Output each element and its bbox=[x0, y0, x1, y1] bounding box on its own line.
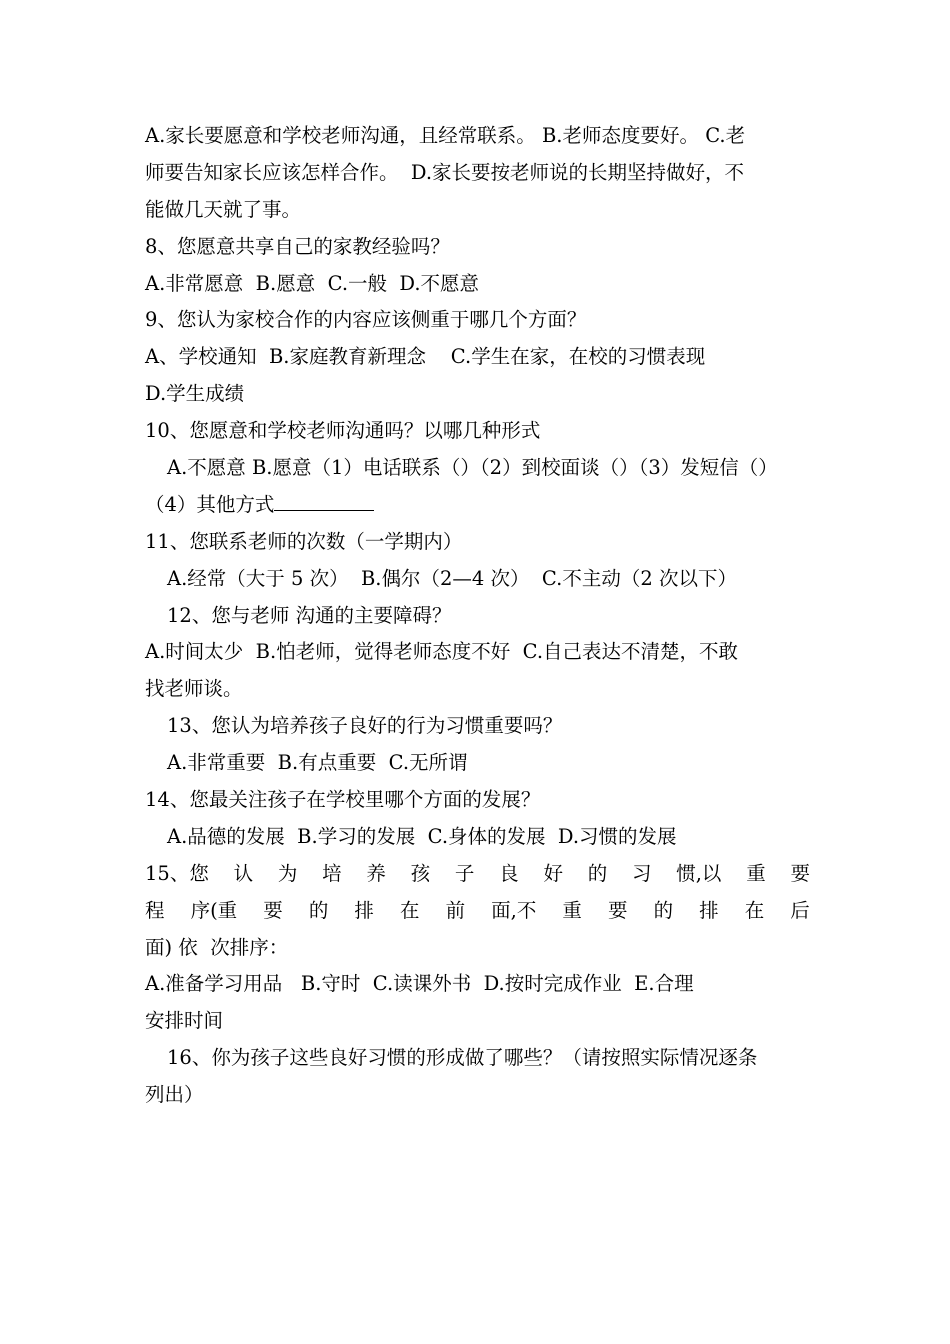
spread-word: 孩 bbox=[410, 861, 431, 885]
text-line bbox=[145, 118, 810, 155]
text-line-content: A.经常（大于 5 次） B.偶尔（2—4 次） C.不主动（2 次以下） bbox=[167, 566, 737, 590]
text-line-content: A、学校通知 B.家庭教育新理念 C.学生在家，在校的习惯表现 bbox=[145, 345, 706, 369]
text-line bbox=[145, 302, 810, 339]
spread-word: 的 bbox=[653, 898, 674, 922]
text-line bbox=[145, 782, 810, 819]
fill-in-blank[interactable] bbox=[274, 490, 374, 511]
spread-word: 好 bbox=[543, 861, 563, 885]
text-line bbox=[145, 561, 810, 598]
text-line bbox=[145, 339, 810, 376]
spread-word: 的 bbox=[308, 898, 329, 922]
q15-line-2 bbox=[145, 893, 810, 930]
spread-word: 重 bbox=[746, 861, 766, 885]
text-line bbox=[145, 192, 810, 229]
q16-question-continued: 列出） bbox=[145, 1083, 204, 1107]
document-page bbox=[145, 118, 810, 1114]
text-line-content: 8、您愿意共享自己的家教经验吗？ bbox=[145, 234, 450, 258]
text-line-content: A.非常重要 B.有点重要 C.无所谓 bbox=[167, 751, 468, 775]
questionnaire-lines bbox=[145, 118, 810, 856]
q16-question: 16、你为孩子这些良好习惯的形成做了哪些？（请按照实际情况逐条 bbox=[167, 1046, 758, 1070]
spread-word: 前 bbox=[445, 898, 466, 922]
spread-word: 在 bbox=[744, 898, 765, 922]
text-line-content: 13、您认为培养孩子良好的行为习惯重要吗？ bbox=[167, 714, 563, 738]
text-line bbox=[145, 155, 810, 192]
q15-options-continued: 安排时间 bbox=[145, 1009, 224, 1033]
spread-word: 15、您 bbox=[145, 861, 209, 885]
spread-word: 为 bbox=[277, 861, 298, 885]
q15-line-1 bbox=[145, 856, 810, 893]
spread-word: 养 bbox=[366, 861, 386, 885]
text-line-content: A.不愿意 B.愿意（1）电话联系（）（2）到校面谈（）（3）发短信（） bbox=[167, 456, 778, 480]
text-line bbox=[145, 598, 810, 635]
text-line bbox=[145, 413, 810, 450]
text-line bbox=[145, 745, 810, 782]
spread-word: 的 bbox=[587, 861, 608, 885]
text-line bbox=[145, 450, 810, 487]
spread-word: 序(重 bbox=[190, 898, 238, 922]
spread-word: 排 bbox=[354, 898, 374, 922]
text-line-content: （4）其他方式 bbox=[145, 492, 275, 516]
spread-word: 认 bbox=[233, 861, 254, 885]
text-line-content: D.学生成绩 bbox=[145, 382, 245, 406]
spread-word: 子 bbox=[454, 861, 475, 885]
text-line bbox=[145, 266, 810, 303]
text-line bbox=[145, 634, 810, 671]
text-line-content: 师要告知家长应该怎样合作。 D.家长要按老师说的长期坚持做好，不 bbox=[145, 160, 745, 184]
text-line-content: A.家长要愿意和学校老师沟通，且经常联系。 B.老师态度要好。 C.老 bbox=[145, 124, 746, 147]
spread-word: 要 bbox=[790, 861, 810, 885]
text-line-content: 能做几天就了事。 bbox=[145, 197, 302, 221]
spread-word: 排 bbox=[699, 898, 719, 922]
text-line-content: 9、您认为家校合作的内容应该侧重于哪几个方面？ bbox=[145, 308, 587, 332]
spread-word: 重 bbox=[562, 898, 582, 922]
text-line bbox=[145, 671, 810, 708]
text-line-content: 11、您联系老师的次数（一学期内） bbox=[145, 529, 463, 553]
spread-word: 惯,以 bbox=[676, 861, 722, 885]
text-line bbox=[145, 487, 810, 524]
text-line-content: 12、您与老师 沟通的主要障碍？ bbox=[167, 603, 452, 627]
spread-word: 后 bbox=[790, 898, 810, 922]
spread-word: 要 bbox=[263, 898, 283, 922]
text-line bbox=[145, 229, 810, 266]
spread-word: 要 bbox=[607, 898, 628, 922]
text-line-content: 10、您愿意和学校老师沟通吗？以哪几种形式 bbox=[145, 419, 541, 443]
text-line bbox=[145, 376, 810, 413]
text-line bbox=[145, 524, 810, 561]
spread-word: 良 bbox=[499, 861, 519, 885]
text-line-content: A.非常愿意 B.愿意 C.一般 D.不愿意 bbox=[145, 271, 480, 295]
spread-word: 习 bbox=[631, 861, 652, 885]
text-line-content: A.时间太少 B.怕老师，觉得老师态度不好 C.自己表达不清楚，不敢 bbox=[145, 640, 739, 664]
text-line-content: 14、您最关注孩子在学校里哪个方面的发展？ bbox=[145, 788, 541, 812]
q15-options: A.准备学习用品 B.守时 C.读课外书 D.按时完成作业 E.合理 bbox=[145, 972, 694, 996]
q15-line-3: 面) 依 次排序： bbox=[145, 935, 289, 959]
text-line bbox=[145, 708, 810, 745]
spread-word: 面,不 bbox=[491, 898, 537, 922]
spread-word: 培 bbox=[322, 861, 342, 885]
spread-word: 程 bbox=[145, 898, 165, 922]
spread-word: 在 bbox=[399, 898, 420, 922]
text-line-content: 找老师谈。 bbox=[145, 677, 243, 701]
text-line bbox=[145, 819, 810, 856]
text-line-content: A.品德的发展 B.学习的发展 C.身体的发展 D.习惯的发展 bbox=[167, 824, 677, 848]
